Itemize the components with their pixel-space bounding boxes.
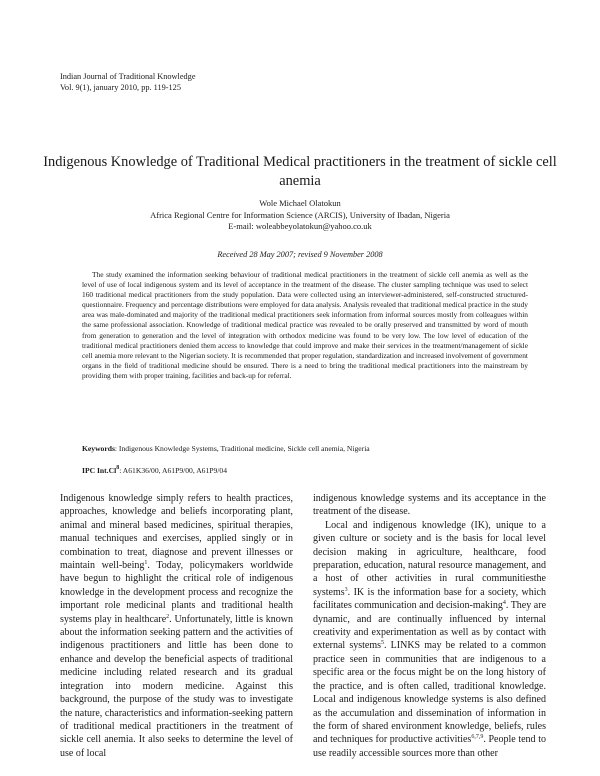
citation-ref: 2	[166, 613, 170, 620]
ipc-label: IPC Int.Cl	[82, 466, 117, 475]
ipc-codes: A61K36/00, A61P9/00, A61P9/04	[122, 466, 227, 475]
author-name: Wole Michael Olatokun	[259, 198, 341, 208]
body-paragraph: Local and indigenous knowledge (IK), unique to a given culture or society and is the basis for local level decision making in agriculture, healthcare, food preparation, education, natural resource management, and a host of other activities in rural communitiesthe systems$^3$. IK is the information base for a society, which facilitates communication and decision-making$^4$. They are dynamic, and are continually influenced by internal creativity and experimentation as well as by contact with external systems$^5$. LINKS may be related to a common practice seen in communities that are indigenous to a specific area or the focus might be on the long history of the practice, and is often called, traditional knowledge. Local and indigenous knowledge systems is also defined as the accumulation and dissemination of information in the form of shared environment knowledge, beliefs, rules and techniques for productive activities$^{6,7,9}$. People tend to use readily accessible sources more than other	[313, 519, 547, 759]
keywords-text: Indigenous Knowledge Systems, Traditional medicine, Sickle cell anemia, Nigeria	[118, 444, 370, 453]
citation-ref: 4	[502, 600, 506, 607]
citation-ref: 6,7,9	[471, 734, 484, 741]
author-block	[0, 198, 600, 233]
ipc-classification: IPC Int.Cl$^8$: A61K36/00, A61P9/00, A61P9/04	[82, 465, 227, 475]
abstract: The study examined the information seeking behaviour of traditional medical practitioners in the treatment of sickle cell anemia as well as the level of use of local indigenous system and its level of acceptance in the treatment of the disease. The cluster sampling technique was used to select 160 traditional medical practitioners from the study population. Data were collected using an interviewer-administered, self-constructed structured-questionnaire. Frequency and percentage distributions were employed for data analysis. Analysis revealed that traditional medical practice in the study area was male-dominated and majority of the traditional medical practitioners seek information from informal sources mostly from colleagues within the same professional association. Knowledge of traditional medical practice was revealed to be orally preserved and transmitted by word of mouth from generation to generation and the level of integration with orthodox medicine was found to be very low. The low level of education of the traditional medical practitioners denied them access to knowledge that could improve and make their services in the treatment/management of sickle cell anemia more relevant to the Nigerian society. It is recommended that proper regulation, standardization and increased involvement of government organs in the field of traditional medicine should be ensured. There is a need to bring the traditional medical practitioners into the mainstream by providing them with proper training, facilities and back-up for referral.	[82, 270, 528, 380]
citation-ref: 1	[144, 560, 148, 567]
author-affiliation: Africa Regional Centre for Information Science (ARCIS), University of Ibadan, Nigeria	[150, 209, 450, 220]
keywords: Keywords: Indigenous Knowledge Systems, Traditional medicine, Sickle cell anemia, Nigeria	[82, 444, 370, 453]
volume-info: Vol. 9(1), january 2010, pp. 119-125	[60, 83, 181, 92]
citation-ref: 3	[344, 586, 348, 593]
body-paragraph: indigenous knowledge systems and its acceptance in the treatment of the disease.	[313, 493, 546, 518]
body-column-left	[60, 492, 293, 760]
author-email: E-mail: woleabbeyolatokun@yahoo.co.uk	[228, 221, 372, 231]
keywords-label: Keywords	[82, 444, 115, 453]
ipc-sup: 8	[116, 465, 120, 471]
journal-header	[60, 71, 196, 93]
received-dates: Received 28 May 2007; revised 9 November 2008	[217, 250, 383, 259]
body-paragraph: Indigenous knowledge simply refers to health practices, approaches, knowledge and beliefs incorporating plant, animal and mineral based medicines, spiritual therapies, manual techniques and exercises, applied singly or in combination to treat, diagnose and prevent illnesses or maintain well-being$^1$. Today, policymakers worldwide have begun to highlight the critical role of indigenous knowledge in the development process and recognize the important role medicinal plants and traditional health systems play in healthcare$^2$. Unfortunately, little is known about the information seeking pattern and the activities of indigenous practitioners and little has been done to enhance and develop the beneficial aspects of traditional medicine including related research and its gradual integration into modern medicine. Against this background, the purpose of the study was to investigate the nature, characteristics and information-seeking pattern of traditional medical practitioners in the treatment of sickle cell anemia. It also seeks to determine the level of use of local	[60, 493, 293, 759]
journal-name: Indian Journal of Traditional Knowledge	[60, 72, 196, 81]
body-column-right	[313, 492, 546, 760]
article-title: Indigenous Knowledge of Traditional Medical practitioners in the treatment of sickle cell anemia	[43, 154, 557, 189]
citation-ref: 5	[381, 640, 385, 647]
